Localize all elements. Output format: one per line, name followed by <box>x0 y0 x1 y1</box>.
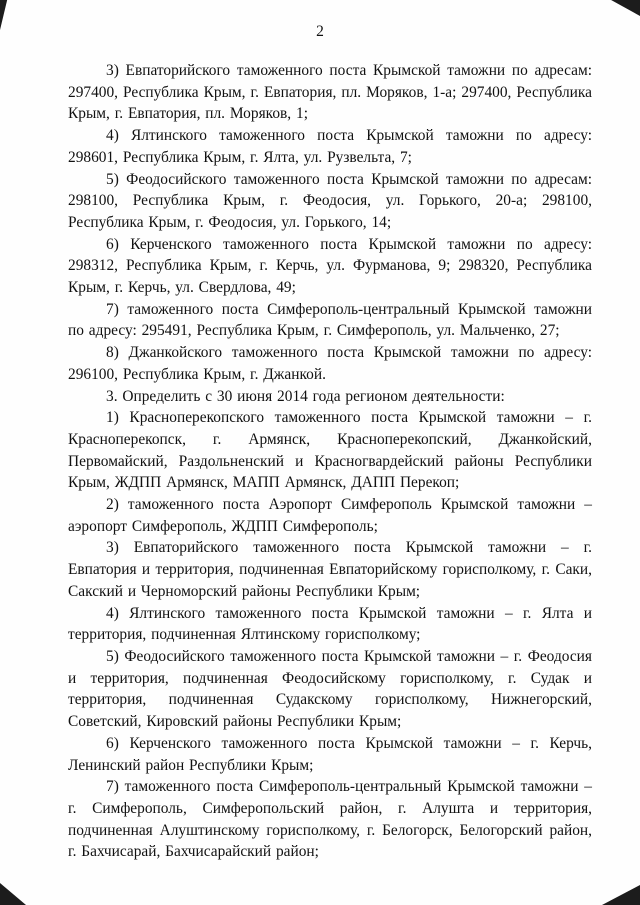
paragraph: 7) таможенного поста Симферополь-центральный Крымской таможни по адресу: 295491, Республика Крым, г. Симферополь, ул. Мальченко, 27; <box>68 300 592 340</box>
paragraph: 4) Ялтинского таможенного поста Крымской таможни по адресу: 298601, Республика Крым, г. Ялта, ул. Рузвельта, 7; <box>68 127 592 166</box>
document-body <box>68 60 592 863</box>
paragraph: 3) Евпаторийского таможенного поста Крымской таможни – г. Евпатория и территория, подчиненная Евпаторийскому горисполкому, г. Саки, Сакский и Черноморский районы Республики Крым; <box>68 539 592 600</box>
paragraph: 1) Красноперекопского таможенного поста Крымской таможни – г. Красноперекопск, г. Армянск, Красноперекопский, Джанкойский, Первомайский, Раздольненский и Красногвардейский районы Республики Крым, ЖДПП Армянск, МАПП Армянск, ДАПП Перекоп; <box>68 409 592 492</box>
paragraph: 2) таможенного поста Аэропорт Симферополь Крымской таможни – аэропорт Симферополь, ЖДПП Симферополь; <box>68 496 592 535</box>
paragraph: 7) таможенного поста Симферополь-центральный Крымской таможни – г. Симферополь, Симферопольский район, г. Алушта и территория, подчиненная Алуштинскому горисполкому, г. Белогорск, Белогорский район, г. Бахчисарай, Бахчисарайский район; <box>68 778 592 861</box>
paragraph: 4) Ялтинского таможенного поста Крымской таможни – г. Ялта и территория, подчиненная Ялтинскому горисполкому; <box>68 604 592 644</box>
paragraph: 6) Керченского таможенного поста Крымской таможни по адресу: 298312, Республика Крым, г. Керчь, ул. Фурманова, 9; 298320, Республика Крым, г. Керчь, ул. Свердлова, 49; <box>68 235 592 297</box>
scan-artifact-bottom-right <box>602 885 640 905</box>
paragraph: 8) Джанкойского таможенного поста Крымской таможни по адресу: 296100, Республика Крым, г. Джанкой. <box>68 344 592 383</box>
page-number: 2 <box>316 23 324 40</box>
paragraph: 3. Определить с 30 июня 2014 года регионом деятельности: <box>106 387 505 405</box>
paragraph: 3) Евпаторийского таможенного поста Крымской таможни по адресам: 297400, Республика Крым, г. Евпатория, пл. Моряков, 1-а; 297400, Республика Крым, г. Евпатория, пл. Моряков, 1; <box>68 62 592 123</box>
scan-artifact-bottom-left <box>0 883 26 905</box>
paragraph: 5) Феодосийского таможенного поста Крымской таможни по адресам: 298100, Республика Крым, г. Феодосия, ул. Горького, 20-а; 298100, Республика Крым, г. Феодосия, ул. Горького, 14; <box>68 170 592 231</box>
paragraph: 6) Керченского таможенного поста Крымской таможни – г. Керчь, Ленинский район Республики Крым; <box>68 734 592 774</box>
paragraph: 5) Феодосийского таможенного поста Крымской таможни – г. Феодосия и территория, подчиненная Феодосийскому горисполкому, г. Судак и территория, подчиненная Судакскому горисполкому, Нижнегорский, Советский, Кировский районы Республики Крым; <box>68 647 592 731</box>
